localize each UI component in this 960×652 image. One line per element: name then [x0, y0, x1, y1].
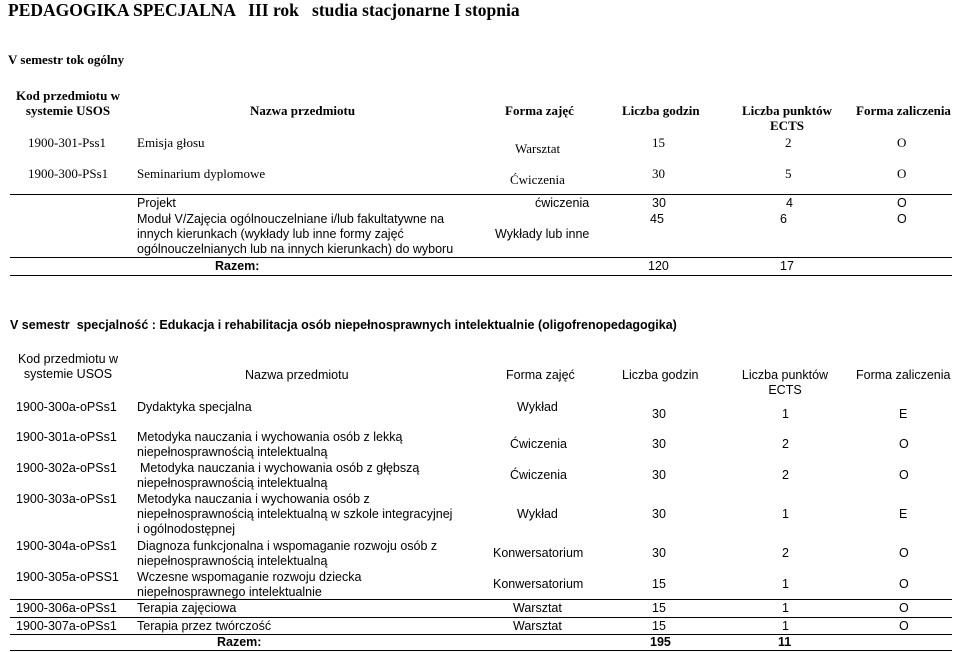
cell-ects: 1 — [782, 577, 789, 591]
cell-form: Konwersatorium — [493, 577, 584, 591]
cell-pass: E — [899, 407, 908, 421]
cell-hours: 30 — [652, 407, 666, 421]
cell-pass: O — [897, 212, 907, 226]
header-form: Forma zajęć — [505, 103, 574, 118]
cell-hours: 30 — [652, 468, 666, 482]
cell-ects: 1 — [782, 619, 789, 633]
section2-divider-7 — [10, 599, 952, 600]
cell-ects: 1 — [782, 601, 789, 615]
header-form: Forma zajęć — [506, 368, 575, 382]
cell-pass: O — [899, 601, 909, 615]
total-label: Razem: — [217, 635, 262, 649]
cell-name: Terapia przez twórczość — [137, 619, 272, 633]
cell-name: Wczesne wspomaganie rozwoju dziecka niepełnosprawnego intelektualnie — [137, 570, 362, 599]
header-pass: Forma zaliczenia — [856, 103, 951, 118]
cell-code: 1900-302a-oPSs1 — [16, 461, 117, 475]
cell-pass: O — [897, 166, 907, 181]
cell-pass: E — [899, 507, 908, 521]
cell-hours: 30 — [652, 437, 666, 451]
cell-ects: 2 — [782, 546, 789, 560]
cell-name: Metodyka nauczania i wychowania osób z lekką niepełnosprawnością intelektualną — [137, 430, 403, 459]
cell-form: Ćwiczenia — [510, 468, 567, 482]
cell-ects: 5 — [785, 166, 792, 181]
cell-ects: 1 — [782, 507, 789, 521]
cell-ects: 4 — [786, 196, 793, 210]
cell-name: Moduł V/Zajęcia ogólnouczelniane i/lub fakultatywne na innych kierunkach (wykłady lub inne formy zajęć ogólnouczelnianych lub na innych kierunkach) do wyboru — [137, 212, 454, 256]
cell-name: Dydaktyka specjalna — [137, 400, 252, 414]
cell-name: Emisja głosu — [137, 135, 205, 150]
section1-divider — [10, 194, 952, 195]
header-code: Kod przedmiotu w systemie USOS — [17, 352, 119, 381]
cell-ects: 1 — [782, 407, 789, 421]
cell-hours: 15 — [652, 577, 666, 591]
cell-code: 1900-305a-oPSS1 — [16, 570, 119, 584]
cell-form: Wykład — [517, 507, 558, 521]
cell-hours: 15 — [652, 135, 665, 150]
section2-row-4 — [0, 492, 960, 538]
header-name: Nazwa przedmiotu — [250, 103, 356, 118]
section2-row-7 — [0, 601, 960, 617]
cell-form: Konwersatorium — [493, 546, 584, 560]
cell-pass: O — [897, 135, 907, 150]
section2-header-row — [0, 352, 960, 398]
cell-code: 1900-300a-oPSs1 — [16, 400, 117, 414]
section2-row-2 — [0, 430, 960, 460]
cell-code: 1900-301a-oPSs1 — [16, 430, 117, 444]
cell-ects: 6 — [780, 212, 787, 226]
section2-row-6 — [0, 570, 960, 600]
cell-pass: O — [899, 619, 909, 633]
cell-pass: O — [899, 468, 909, 482]
section1-bottom — [10, 275, 952, 276]
total-ects: 17 — [780, 259, 794, 273]
header-hours: Liczba godzin — [622, 368, 699, 382]
cell-code: 1900-304a-oPSs1 — [16, 539, 117, 553]
cell-hours: 30 — [652, 507, 666, 521]
header-ects: Liczba punktów ECTS — [742, 103, 832, 133]
cell-ects: 2 — [785, 135, 792, 150]
section2-total-row — [0, 635, 960, 651]
cell-form: ćwiczenia — [535, 196, 590, 210]
cell-name: Seminarium dyplomowe — [137, 166, 266, 181]
cell-hours: 15 — [652, 601, 666, 615]
cell-pass: O — [899, 437, 909, 451]
cell-name: Metodyka nauczania i wychowania osób z głębszą niepełnosprawnością intelektualną — [137, 461, 420, 490]
cell-form: Ćwiczenia — [510, 437, 567, 451]
section1-header-row — [0, 86, 960, 132]
page-title: PEDAGOGIKA SPECJALNA III rok studia stacjonarne I stopnia — [8, 0, 520, 20]
cell-code: 1900-300-PSs1 — [28, 166, 109, 181]
section2-divider-8 — [10, 617, 952, 618]
header-pass: Forma zaliczenia — [856, 368, 951, 382]
cell-code: 1900-306a-oPSs1 — [16, 601, 117, 615]
header-hours: Liczba godzin — [622, 103, 700, 118]
total-hours: 120 — [648, 259, 669, 273]
cell-form: Wykłady lub inne — [495, 227, 590, 241]
cell-form: Wykład — [517, 400, 558, 414]
cell-name: Terapia zajęciowa — [137, 601, 237, 615]
cell-pass: O — [899, 546, 909, 560]
cell-form: Warsztat — [515, 141, 561, 156]
cell-hours: 30 — [652, 546, 666, 560]
section2-row-1 — [0, 398, 960, 428]
total-hours: 195 — [650, 635, 671, 649]
cell-code: 1900-303a-oPSs1 — [16, 492, 117, 506]
cell-ects: 2 — [782, 437, 789, 451]
cell-ects: 2 — [782, 468, 789, 482]
header-ects: Liczba punktów ECTS — [741, 368, 829, 397]
cell-name: Metodyka nauczania i wychowania osób z niepełnosprawnością intelektualną w szkole integracyjnej i ogólnodostępnej — [137, 492, 453, 536]
header-code: Kod przedmiotu w systemie USOS — [16, 88, 120, 118]
section2-row-8 — [0, 619, 960, 635]
section2-row-3 — [0, 461, 960, 491]
cell-pass: O — [899, 577, 909, 591]
cell-hours: 15 — [652, 619, 666, 633]
cell-form: Warsztat — [513, 601, 562, 615]
cell-hours: 30 — [652, 196, 666, 210]
total-ects: 11 — [778, 635, 792, 649]
section2-row-5 — [0, 539, 960, 569]
section2-heading: V semestr specjalność : Edukacja i rehabilitacja osób niepełnosprawnych intelektualnie (oligofrenopedagogika) — [10, 318, 677, 332]
cell-name: Diagnoza funkcjonalna i wspomaganie rozwoju osób z niepełnosprawnością intelektualną — [137, 539, 438, 568]
section1-row-4 — [0, 212, 960, 258]
section2-bottom — [10, 650, 952, 651]
cell-pass: O — [897, 196, 907, 210]
cell-code: 1900-301-Pss1 — [28, 135, 107, 150]
cell-form: Ćwiczenia — [510, 172, 565, 187]
section1-row-2 — [0, 160, 960, 192]
section1-row-1 — [0, 133, 960, 159]
cell-name: Projekt — [137, 196, 176, 210]
total-label: Razem: — [215, 259, 260, 273]
section1-total-row — [0, 259, 960, 275]
section1-row-3 — [0, 196, 960, 212]
section1-total-divider — [10, 257, 952, 258]
cell-hours: 30 — [652, 166, 665, 181]
cell-code: 1900-307a-oPSs1 — [16, 619, 117, 633]
cell-form: Warsztat — [513, 619, 562, 633]
header-name: Nazwa przedmiotu — [245, 368, 349, 382]
cell-hours: 45 — [650, 212, 664, 226]
section1-heading: V semestr tok ogólny — [8, 52, 125, 67]
